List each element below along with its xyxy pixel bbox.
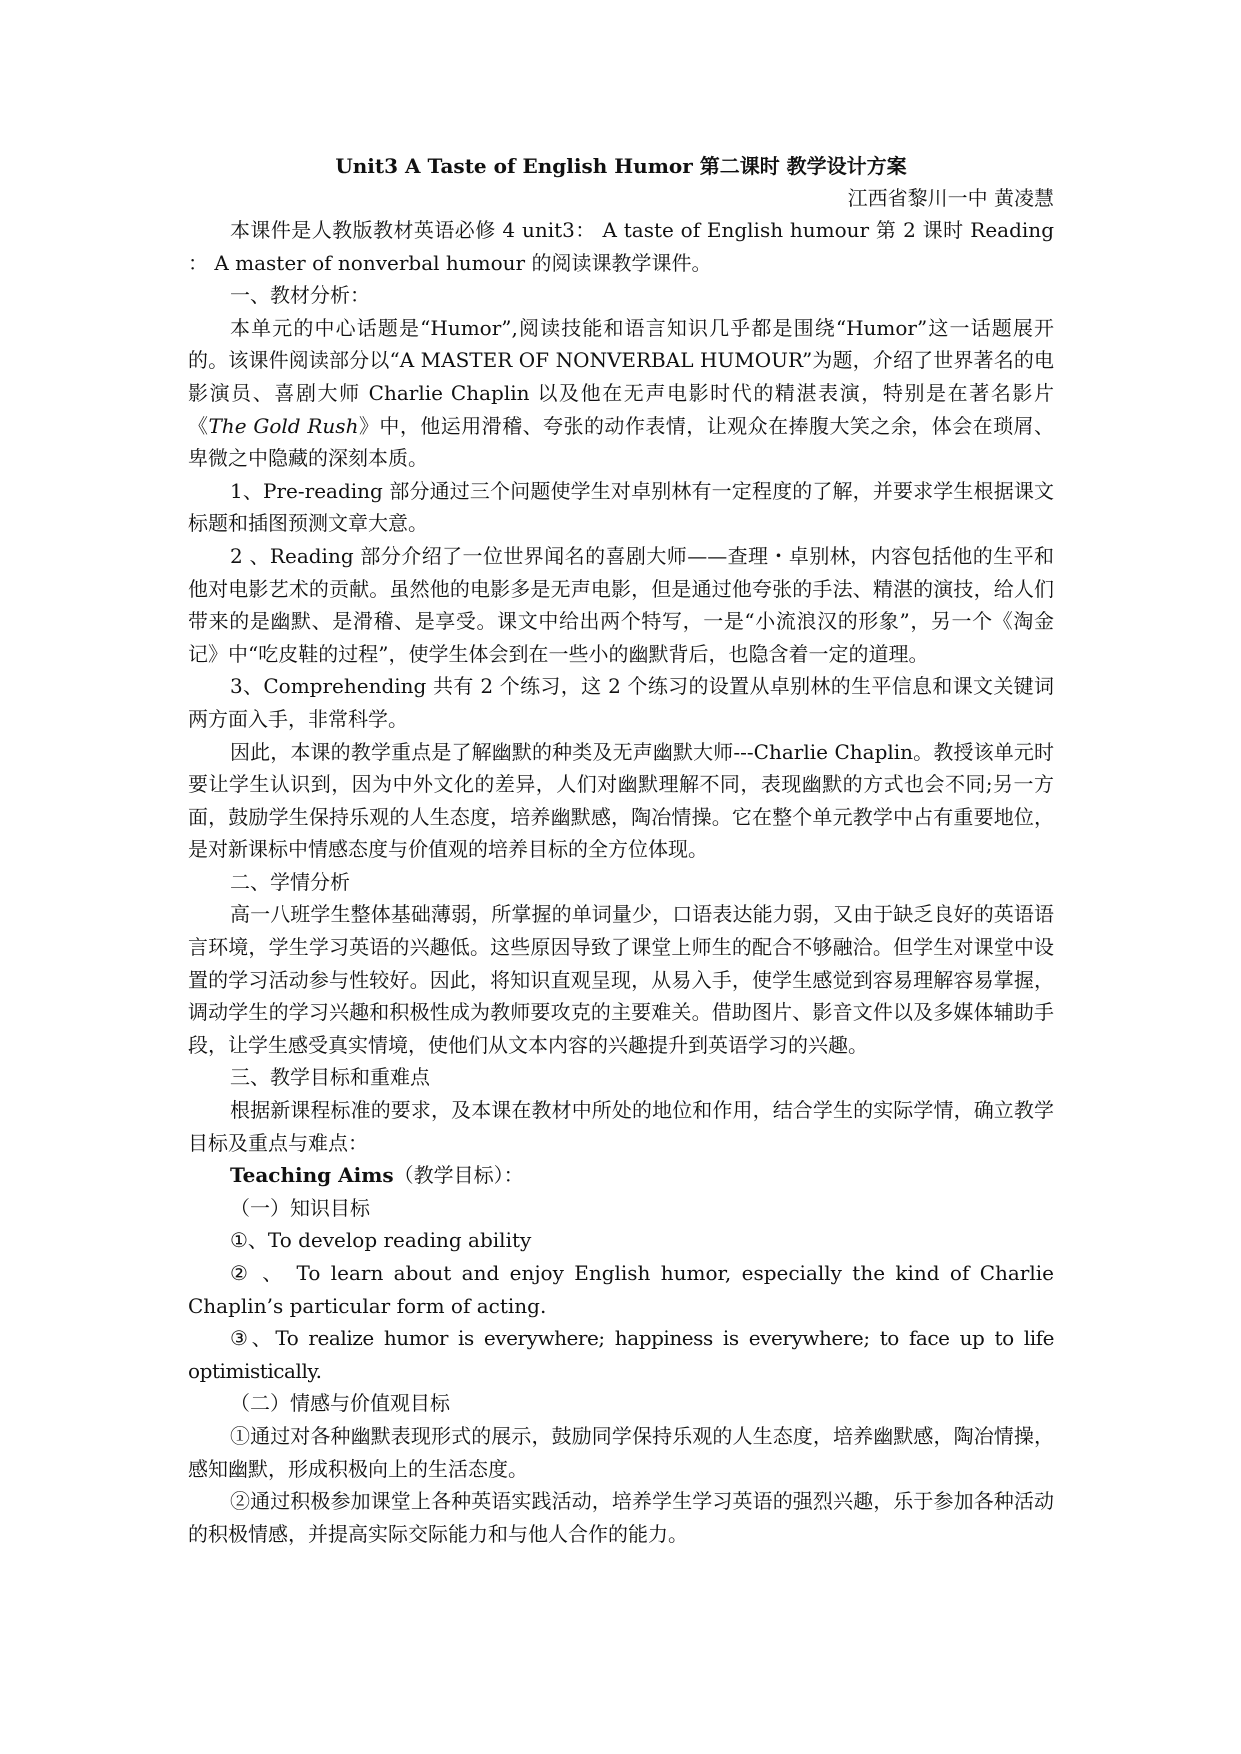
objectives-intro-paragraph: 根据新课程标准的要求，及本课在教材中所处的地位和作用，结合学生的实际学情，确立教学目标及重点与难点： bbox=[188, 1098, 1054, 1155]
student-analysis-paragraph: 高一八班学生整体基础薄弱，所掌握的单词量少，口语表达能力弱，又由于缺乏良好的英语语言环境，学生学习英语的兴趣低。这些原因导致了课堂上师生的配合不够融洽。但学生对课堂中设置的学习活动参与性较好。因此，将知识直观呈现，从易入手，使学生感觉到容易理解容易掌握，调动学生的学习兴趣和积极性成为教师要攻克的主要难关。借助图片、影音文件以及多媒体辅助手段，让学生感受真实情境，使他们从文本内容的兴趣提升到英语学习的兴趣。 bbox=[188, 902, 1054, 1057]
knowledge-aim-2: ② 、 To learn about and enjoy English humor, especially the kind of Charlie Chaplin’s particular form of acting. bbox=[188, 1261, 1054, 1318]
section-heading-1: 一、教材分析： bbox=[230, 283, 370, 308]
reading-paragraph: 2 、Reading 部分介绍了一位世界闻名的喜剧大师——查理・卓别林，内容包括他的生平和他对电影艺术的贡献。虽然他的电影多是无声电影，但是通过他夸张的手法、精湛的演技，给人们带来的是幽默、是滑稽、是享受。课文中给出两个特写，一是“小流浪汉的形象”，另一个《淘金记》中“吃皮鞋的过程”，使学生体会到在一些小的幽默背后，也隐含着一定的道理。 bbox=[188, 543, 1054, 666]
intro-paragraph: 本课件是人教版教材英语必修 4 unit3： A taste of English humour 第 2 课时 Reading ： A master of nonverbal humour 的阅读课教学课件。 bbox=[188, 218, 1054, 275]
author-line: 江西省黎川一中 黄凌慧 bbox=[847, 186, 1054, 210]
film-title: The Gold Rush bbox=[208, 413, 359, 438]
textbook-analysis-paragraph bbox=[188, 312, 1054, 475]
teaching-aims-suffix: （教学目标）： bbox=[393, 1163, 524, 1188]
emotion-aim-2: ②通过积极参加课堂上各种英语实践活动，培养学生学习英语的强烈兴趣，乐于参加各种活动的积极情感，并提高实际交际能力和与他人合作的能力。 bbox=[188, 1489, 1054, 1546]
teaching-aims-label: Teaching Aims bbox=[230, 1163, 394, 1188]
document-page bbox=[188, 150, 1054, 1550]
document-title: Unit3 A Taste of English Humor 第二课时 教学设计方案 bbox=[335, 154, 907, 178]
comprehending-paragraph: 3、Comprehending 共有 2 个练习，这 2 个练习的设置从卓别林的生平信息和课文关键词两方面入手，非常科学。 bbox=[188, 674, 1054, 731]
teaching-aims-heading bbox=[188, 1159, 1054, 1192]
emotion-aim-1: ①通过对各种幽默表现形式的展示，鼓励同学保持乐观的人生态度，培养幽默感，陶冶情操，感知幽默，形成积极向上的生活态度。 bbox=[188, 1423, 1054, 1481]
knowledge-aim-3: ③、To realize humor is everywhere; happiness is everywhere; to face up to life optimistically. bbox=[188, 1326, 1054, 1383]
text-span: 本单元的中心话题是“Humor”,阅读技能和语言知识几乎都是围绕“Humor”这一话题展开的。该课件阅读部分以“A MASTER OF NONVERBAL HUMOUR”为题，介绍了世界著名的电影演员、喜剧大师 Charlie Chaplin 以及他在无声电影时代的精湛表演，特别是在著名影片《 bbox=[188, 315, 1054, 438]
section-heading-2: 二、学情分析 bbox=[230, 869, 350, 894]
section-heading-3: 三、教学目标和重难点 bbox=[230, 1065, 430, 1090]
subsection-heading-knowledge: （一）知识目标 bbox=[230, 1195, 370, 1220]
teaching-focus-paragraph: 因此，本课的教学重点是了解幽默的种类及无声幽默大师---Charlie Chaplin。教授该单元时要让学生认识到，因为中外文化的差异，人们对幽默理解不同，表现幽默的方式也会不同;另一方面，鼓励学生保持乐观的人生态度，培养幽默感，陶冶情操。它在整个单元教学中占有重要地位，是对新课标中情感态度与价值观的培养目标的全方位体现。 bbox=[188, 739, 1054, 862]
pre-reading-paragraph: 1、Pre-reading 部分通过三个问题使学生对卓别林有一定程度的了解，并要求学生根据课文标题和插图预测文章大意。 bbox=[188, 478, 1054, 536]
text-span: 》中，他运用滑稽、夸张的动作表情，让观众在捧腹大笑之余，体会在琐屑、卑微之中隐藏的深刻本质。 bbox=[188, 413, 1055, 471]
knowledge-aim-1: ①、To develop reading ability bbox=[230, 1228, 532, 1253]
subsection-heading-emotion: （二）情感与价值观目标 bbox=[230, 1391, 450, 1416]
